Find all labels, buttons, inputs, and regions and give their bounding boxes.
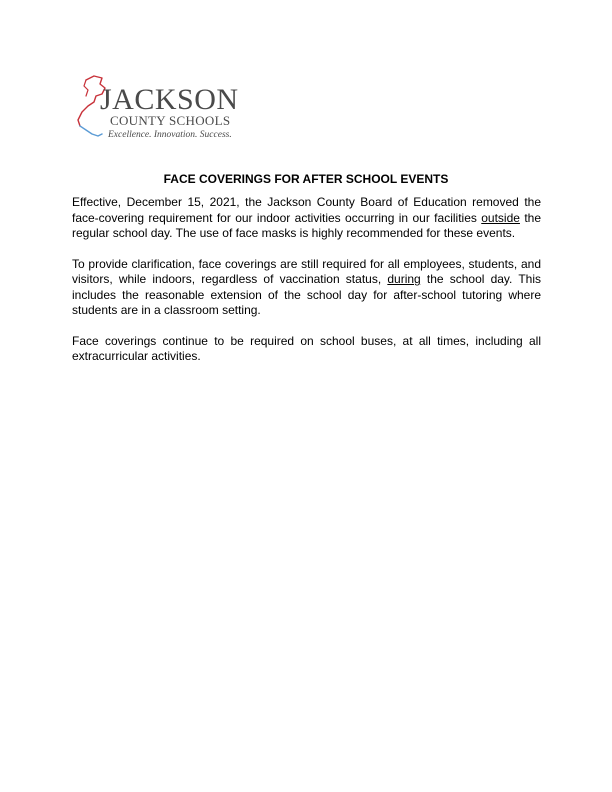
logo-name-big: JACKSON bbox=[100, 83, 239, 116]
paragraph-effective-date bbox=[72, 195, 541, 242]
paragraph-2-text-end: the school day. This includes the reasonable extension of the school day for after-school tutoring where students are in a classroom setting. bbox=[72, 272, 542, 317]
document-title: FACE COVERINGS FOR AFTER SCHOOL EVENTS bbox=[163, 172, 449, 186]
logo-tagline: Excellence. Innovation. Success. bbox=[108, 130, 232, 140]
underlined-outside: outside bbox=[481, 210, 520, 225]
paragraph-clarification bbox=[72, 257, 541, 319]
paragraph-1-text-start: Effective, December 15, 2021, the Jackson County Board of Education removed the face-covering requirement for our indoor activities occurring in our facilities bbox=[72, 195, 541, 225]
underlined-during: during bbox=[387, 272, 421, 286]
logo-name-small: COUNTY SCHOOLS bbox=[110, 113, 231, 128]
paragraph-school-buses: Face coverings continue to be required on school buses, at all times, including all extracurricular activities. bbox=[72, 333, 541, 363]
jackson-county-schools-logo bbox=[72, 72, 242, 144]
paragraph-1-text-end: the regular school day. The use of face masks is highly recommended for these events. bbox=[72, 210, 542, 240]
document-body bbox=[72, 195, 541, 380]
logo-wordmark bbox=[100, 83, 250, 141]
paragraph-2-text-start: To provide clarification, face coverings are still required for all employees, students, and visitors, while indoors, regardless of vaccination status, bbox=[72, 256, 541, 286]
